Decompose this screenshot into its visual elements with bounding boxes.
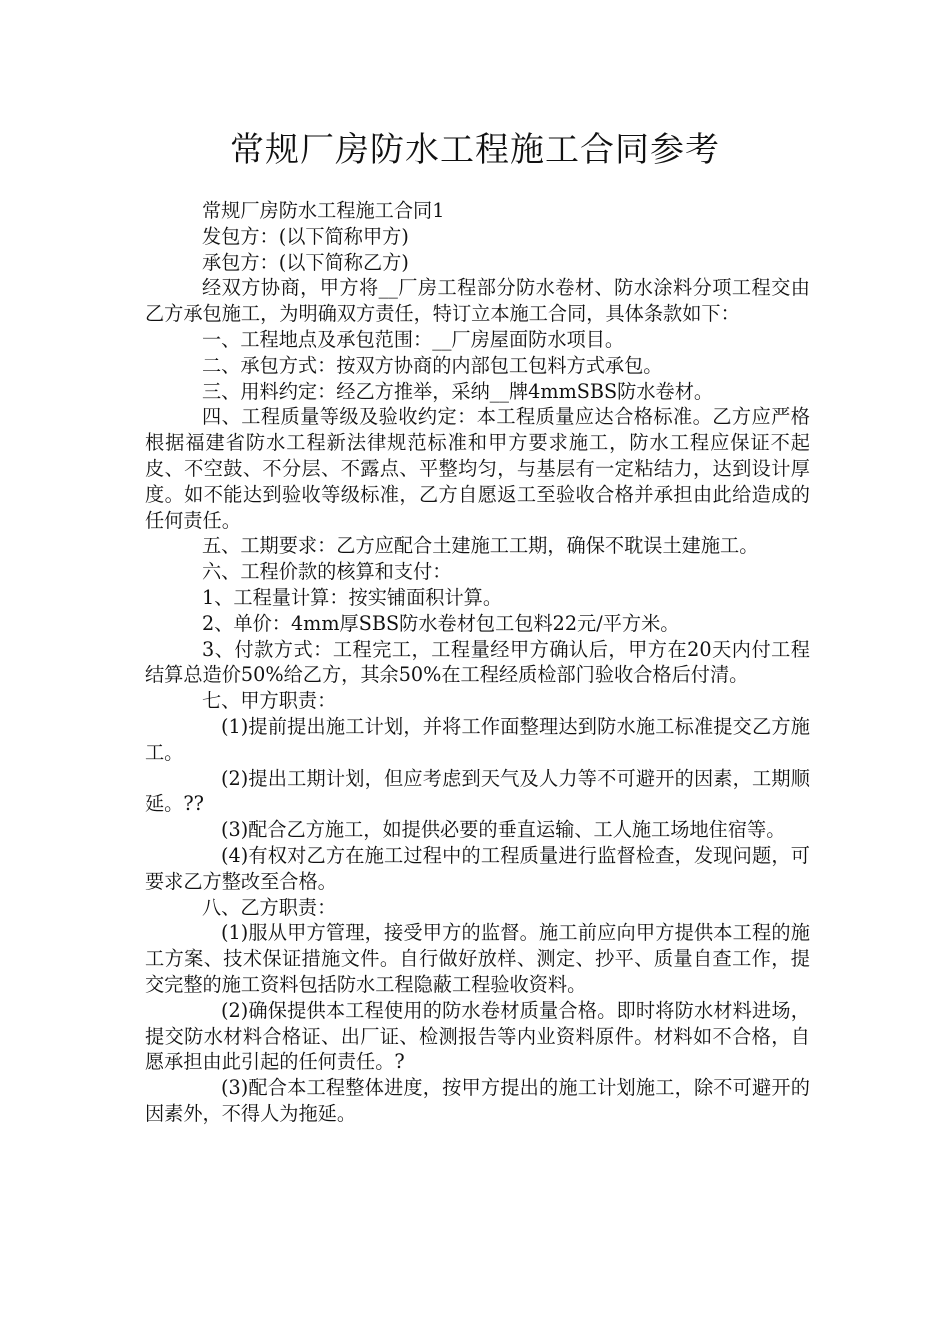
paragraph-clause-2: 二、承包方式：按双方协商的内部包工包料方式承包。 — [202, 353, 663, 377]
paragraph-contract-heading: 常规厂房防水工程施工合同1 — [202, 199, 445, 222]
document-body — [145, 198, 810, 1127]
paragraph-preamble: 经双方协商，甲方将__厂房工程部分防水卷材、防水涂料分项工程交由乙方承包施工，为明确双方责任，特订立本施工合同，具体条款如下： — [145, 276, 810, 326]
paragraph-party-a: 发包方：(以下简称甲方) — [202, 224, 409, 248]
paragraph-clause-8-3: (3)配合本工程整体进度，按甲方提出的施工计划施工，除不可避开的因素外，不得人为拖延。 — [145, 1076, 810, 1125]
paragraph-clause-7: 七、甲方职责： — [202, 689, 337, 713]
paragraph-clause-8-2: (2)确保提供本工程使用的防水卷材质量合格。即时将防水材料进场，提交防水材料合格证、出厂证、检测报告等内业资料原件。材料如不合格，自愿承担由此引起的任何责任。? — [145, 998, 810, 1074]
paragraph-clause-7-1: (1)提前提出施工计划，并将工作面整理达到防水施工标准提交乙方施工。 — [145, 714, 810, 764]
paragraph-clause-3: 三、用料约定：经乙方推举，采纳__牌4mmSBS防水卷材。 — [202, 379, 714, 403]
paragraph-clause-8: 八、乙方职责： — [202, 895, 337, 919]
paragraph-clause-7-4: (4)有权对乙方在施工过程中的工程质量进行监督检查，发现问题，可要求乙方整改至合格。 — [145, 843, 810, 893]
document-title: 常规厂房防水工程施工合同参考 — [230, 130, 720, 170]
paragraph-clause-6: 六、工程价款的核算和支付： — [202, 560, 452, 584]
paragraph-clause-8-1: (1)服从甲方管理，接受甲方的监督。施工前应向甲方提供本工程的施工方案、技术保证措施文件。自行做好放样、测定、抄平、质量自查工作，提交完整的施工资料包括防水工程隐蔽工程验收资料。 — [145, 921, 810, 996]
paragraph-clause-7-3: (3)配合乙方施工，如提供必要的垂直运输、工人施工场地住宿等。 — [221, 818, 786, 842]
paragraph-clause-6-1: 1、工程量计算：按实铺面积计算。 — [202, 585, 503, 609]
paragraph-party-b: 承包方：(以下简称乙方) — [202, 250, 409, 274]
paragraph-clause-6-3: 3、付款方式：工程完工，工程量经甲方确认后，甲方在20天内付工程结算总造价50%给乙方，其余50%在工程经质检部门验收合格后付清。 — [145, 637, 810, 687]
paragraph-clause-5: 五、工期要求：乙方应配合土建施工工期，确保不耽误土建施工。 — [202, 534, 759, 558]
paragraph-clause-6-2: 2、单价：4mm厚SBS防水卷材包工包料22元/平方米。 — [202, 611, 680, 635]
paragraph-clause-4: 四、工程质量等级及验收约定：本工程质量应达合格标准。乙方应严格根据福建省防水工程新法律规范标准和甲方要求施工，防水工程应保证不起皮、不空鼓、不分层、不露点、平整均匀，与基层有一定粘结力，达到设计厚度。如不能达到验收等级标准，乙方自愿返工至验收合格并承担由此给造成的任何责任。 — [145, 405, 810, 532]
paragraph-clause-1: 一、工程地点及承包范围：__厂房屋面防水项目。 — [202, 327, 625, 351]
paragraph-clause-7-2: (2)提出工期计划，但应考虑到天气及人力等不可避开的因素，工期顺延。?? — [145, 766, 810, 816]
